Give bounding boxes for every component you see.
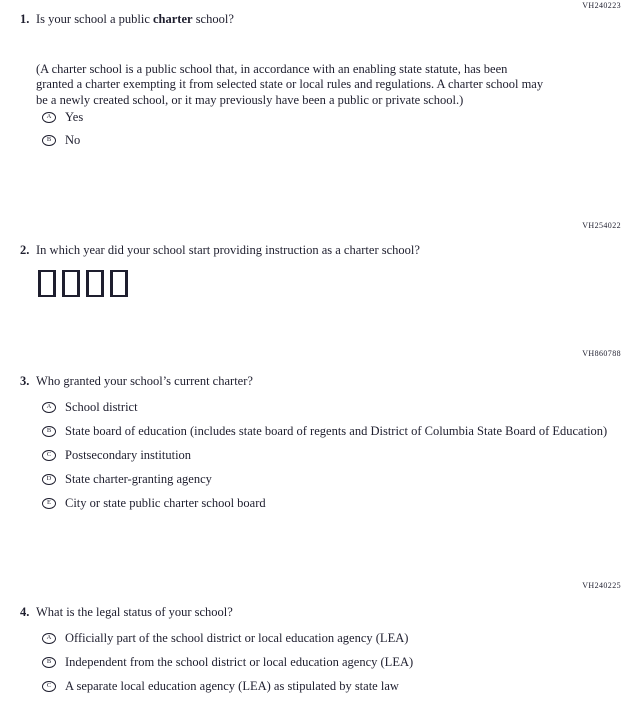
option-label: Yes <box>65 109 84 124</box>
question-text-pre: Is your school a public <box>36 12 153 26</box>
option-label: Independent from the school district or local education agency (LEA) <box>65 655 414 669</box>
answer-options <box>36 400 620 511</box>
year-digit-box[interactable] <box>38 270 56 297</box>
question-heading <box>20 12 620 27</box>
option-row <box>36 472 620 487</box>
option-label: No <box>65 132 81 147</box>
form-code: VH860788 <box>582 349 621 358</box>
option-row <box>36 679 620 694</box>
question-text: What is the legal status of your school? <box>36 605 233 619</box>
question-3 <box>20 374 620 520</box>
question-text-bold: charter <box>153 12 193 26</box>
question-number: 4. <box>20 605 30 619</box>
answer-options <box>36 631 620 694</box>
answer-options <box>36 110 620 148</box>
option-label: State board of education (includes state board of regents and District of Columbia State Board of Education) <box>65 424 608 438</box>
option-row <box>36 110 620 125</box>
option-row <box>36 424 620 439</box>
answer-bubble[interactable]: A <box>42 633 56 644</box>
option-row <box>36 133 620 148</box>
question-text: In which year did your school start providing instruction as a charter school? <box>36 243 420 257</box>
question-text-post: school? <box>192 12 234 26</box>
option-label: School district <box>65 400 138 414</box>
year-digit-box[interactable] <box>62 270 80 297</box>
option-row <box>36 448 620 463</box>
option-row <box>36 655 620 670</box>
question-number: 1. <box>20 12 30 26</box>
question-note: (A charter school is a public school that, in accordance with an enabling state statute, has been granted a charter exempting it from selected state or local rules and regulations. A charter school may be a newly created school, or it may previously have been a public or private school.) <box>36 62 544 107</box>
question-2 <box>20 243 620 297</box>
form-code: VH254022 <box>582 221 621 230</box>
question-number: 2. <box>20 243 30 257</box>
year-entry-boxes <box>38 270 620 297</box>
answer-bubble[interactable]: B <box>42 426 56 437</box>
year-digit-box[interactable] <box>110 270 128 297</box>
answer-bubble[interactable]: A <box>42 402 56 413</box>
option-label: A separate local education agency (LEA) as stipulated by state law <box>65 679 399 693</box>
option-label: State charter-granting agency <box>65 472 212 486</box>
question-heading <box>20 374 620 389</box>
option-label: Officially part of the school district or local education agency (LEA) <box>65 631 409 645</box>
form-code: VH240225 <box>582 581 621 590</box>
answer-bubble[interactable]: E <box>42 498 56 509</box>
question-text: Who granted your school’s current charter? <box>36 374 253 388</box>
answer-bubble[interactable]: A <box>42 112 56 123</box>
answer-bubble[interactable]: C <box>42 450 56 461</box>
question-heading <box>20 243 620 258</box>
question-number: 3. <box>20 374 30 388</box>
option-row <box>36 496 620 511</box>
answer-bubble[interactable]: C <box>42 681 56 692</box>
answer-bubble[interactable]: B <box>42 135 56 146</box>
question-text <box>36 12 620 27</box>
answer-bubble[interactable]: D <box>42 474 56 485</box>
form-code: VH240223 <box>582 1 621 10</box>
question-1 <box>20 12 620 157</box>
option-label: Postsecondary institution <box>65 448 192 462</box>
answer-bubble[interactable]: B <box>42 657 56 668</box>
option-row <box>36 631 620 646</box>
option-label: City or state public charter school board <box>65 496 266 510</box>
year-digit-box[interactable] <box>86 270 104 297</box>
question-4 <box>20 605 620 702</box>
option-row <box>36 400 620 415</box>
question-heading <box>20 605 620 620</box>
